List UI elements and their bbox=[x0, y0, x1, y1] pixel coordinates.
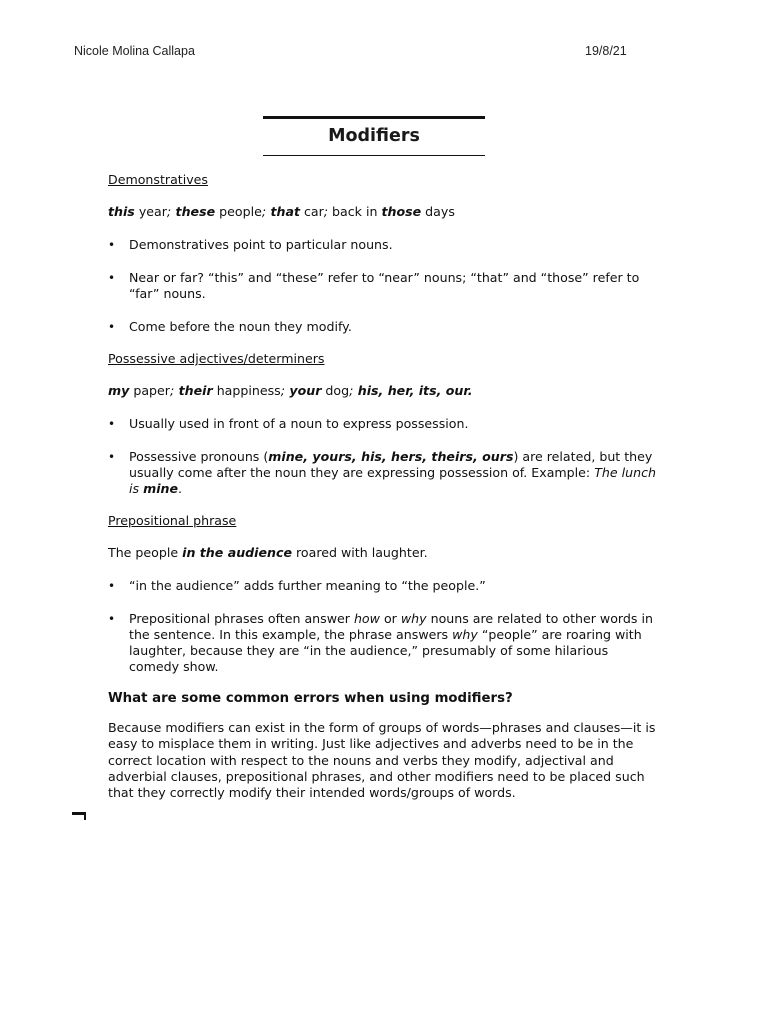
document-body bbox=[108, 172, 658, 801]
bullet-list-demonstratives bbox=[108, 237, 658, 335]
section-heading-demonstratives: Demonstratives bbox=[108, 172, 208, 187]
list-item: • Demonstratives point to particular nouns. bbox=[108, 237, 658, 253]
example-possessive: my paper; their happiness; your dog; his, her, its, our. bbox=[108, 383, 473, 398]
list-item: • Possessive pronouns (mine, yours, his, hers, theirs, ours) are related, but they usually come after the noun they are expressing possession of. Example: The lunch is mine. bbox=[108, 449, 658, 497]
title-box bbox=[263, 116, 485, 156]
section-heading-possessive: Possessive adjectives/determiners bbox=[108, 351, 325, 366]
corner-mark-icon bbox=[72, 812, 86, 820]
list-item: • “in the audience” adds further meaning to “the people.” bbox=[108, 578, 658, 594]
errors-question-heading: What are some common errors when using modifiers? bbox=[108, 691, 513, 706]
header-author: Nicole Molina Callapa bbox=[74, 44, 195, 58]
bullet-list-prepositional bbox=[108, 578, 658, 675]
example-prepositional: The people in the audience roared with laughter. bbox=[108, 545, 428, 560]
list-item: • Near or far? “this” and “these” refer to “near” nouns; “that” and “those” refer to “far” nouns. bbox=[108, 270, 658, 302]
list-item: • Usually used in front of a noun to express possession. bbox=[108, 416, 658, 432]
list-item: • Prepositional phrases often answer how or why nouns are related to other words in the sentence. In this example, the phrase answers why “people” are roaring with laughter, because they are “in the audience,” presumably of some hilarious comedy show. bbox=[108, 611, 658, 675]
errors-paragraph: Because modifiers can exist in the form of groups of words—phrases and clauses—it is easy to misplace them in writing. Just like adjectives and adverbs need to be in the correct location with respect to the nouns and verbs they modify, adjectival and adverbial clauses, prepositional phrases, and other modifiers need to be placed such that they correctly modify their intended words/groups of words. bbox=[108, 720, 656, 801]
header-date: 19/8/21 bbox=[585, 44, 627, 58]
bullet-list-possessive bbox=[108, 416, 658, 497]
section-heading-prepositional: Prepositional phrase bbox=[108, 513, 237, 528]
page-title: Modifiers bbox=[328, 126, 420, 146]
list-item: • Come before the noun they modify. bbox=[108, 319, 658, 335]
example-demonstratives: this year; these people; that car; back in those days bbox=[108, 204, 455, 219]
